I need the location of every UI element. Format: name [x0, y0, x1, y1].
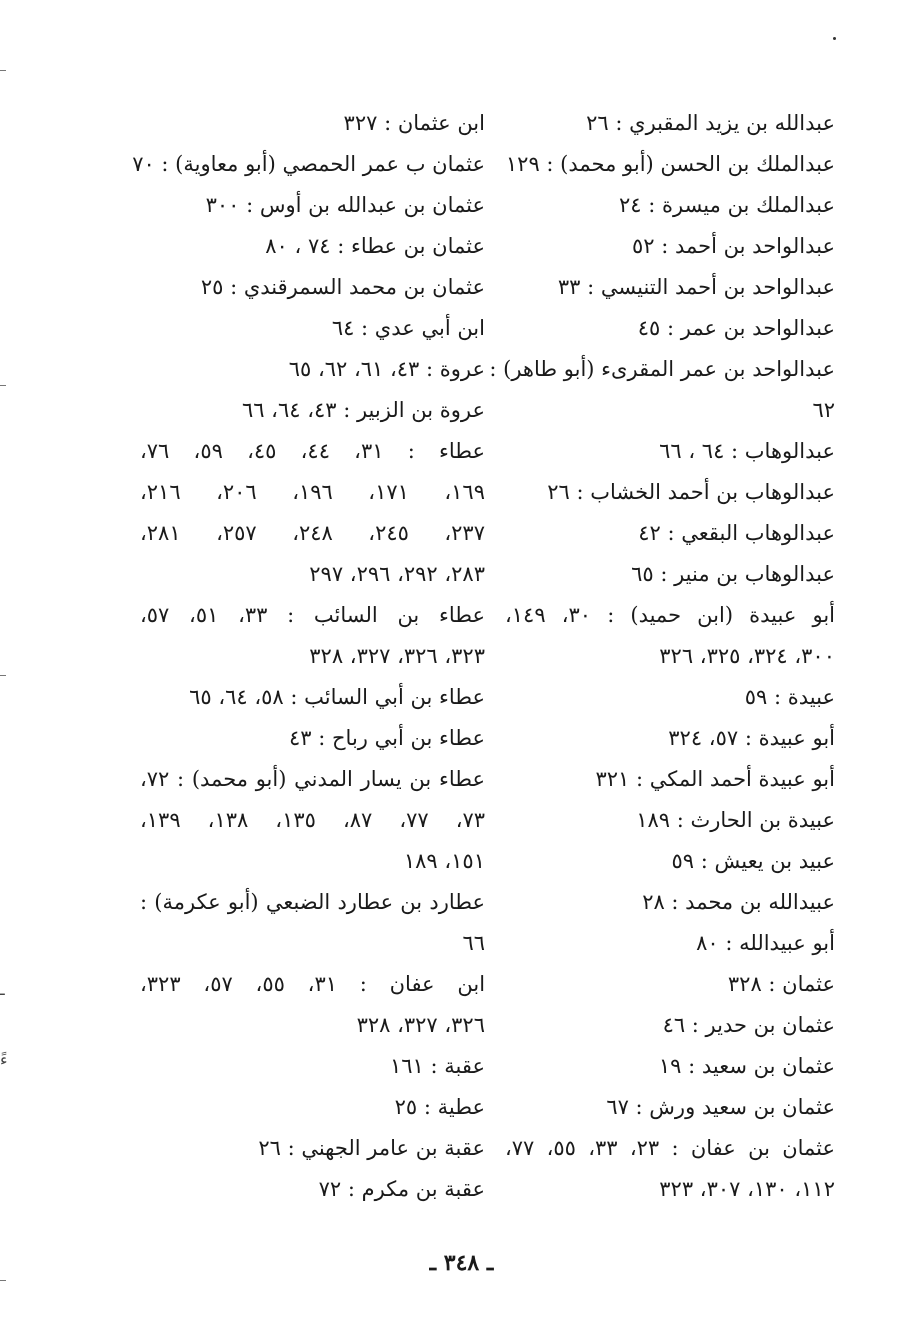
left-edge-mark — [0, 675, 6, 676]
index-entry: عثمان بن محمد السمرقندي : ٢٥ — [200, 275, 485, 299]
index-entry: أبو عبيدة أحمد المكي : ٣٢١ — [595, 767, 835, 791]
index-entry-continuation: ٣٢٦، ٣٢٧، ٣٢٨ — [356, 1013, 485, 1037]
index-entry-continuation: ٣٠٠، ٣٢٤، ٣٢٥، ٣٢٦ — [659, 644, 835, 668]
index-entry: عثمان بن عفان : ٢٣، ٣٣، ٥٥، ٧٧، — [505, 1136, 836, 1160]
index-entry: عبدالوهاب : ٦٤ ، ٦٦ — [659, 439, 835, 463]
index-entry: عبدالوهاب بن منير : ٦٥ — [631, 562, 835, 586]
index-entry: عطارد بن عطارد الضبعي (أبو عكرمة) : — [140, 890, 485, 914]
index-entry: عبيدالله بن محمد : ٢٨ — [642, 890, 835, 914]
index-entry: عطاء بن أبي السائب : ٥٨، ٦٤، ٦٥ — [189, 685, 485, 709]
index-entry: عبدالملك بن الحسن (أبو محمد) : ١٢٩ — [505, 152, 835, 176]
index-entry: عبدالملك بن ميسرة : ٢٤ — [619, 193, 835, 217]
index-entry-continuation: ٦٢ — [812, 398, 835, 422]
ink-dot — [833, 37, 836, 40]
index-entry: أبو عبيدة : ٥٧، ٣٢٤ — [668, 726, 835, 750]
index-entry-continuation: ٢٨٣، ٢٩٢، ٢٩٦، ٢٩٧ — [309, 562, 485, 586]
index-entry: ابن أبي عدي : ٦٤ — [331, 316, 485, 340]
index-entry: عبدالواحد بن أحمد التنيسي : ٣٣ — [557, 275, 835, 299]
index-entry: عثمان بن حدير : ٤٦ — [662, 1013, 835, 1037]
index-entry: عطاء بن يسار المدني (أبو محمد) : ٧٢، — [140, 767, 485, 791]
index-entry: عبدالواحد بن أحمد : ٥٢ — [632, 234, 835, 258]
index-entry-continuation: ٧٣، ٧٧، ٨٧، ١٣٥، ١٣٨، ١٣٩، — [140, 808, 486, 832]
index-entry: عقبة : ١٦١ — [389, 1054, 485, 1078]
index-entry: عروة : ٤٣، ٦١، ٦٢، ٦٥ — [288, 357, 485, 381]
left-edge-mark — [0, 1280, 6, 1281]
index-entry-continuation: ٦٦ — [462, 931, 485, 955]
index-entry: عبيدة : ٥٩ — [744, 685, 835, 709]
index-entry: عطاء بن السائب : ٣٣، ٥١، ٥٧، — [140, 603, 486, 627]
index-entry-continuation: ٢٣٧، ٢٤٥، ٢٤٨، ٢٥٧، ٢٨١، — [140, 521, 485, 545]
index-entry: عقبة بن عامر الجهني : ٢٦ — [258, 1136, 485, 1160]
index-entry: عروة بن الزبير : ٤٣، ٦٤، ٦٦ — [241, 398, 485, 422]
left-edge-mark — [0, 70, 6, 71]
index-column-left — [132, 103, 486, 1210]
index-entry: عثمان بن سعيد ورش : ٦٧ — [606, 1095, 835, 1119]
index-entry: عثمان بن عبدالله بن أوس : ٣٠٠ — [205, 193, 485, 217]
index-entry: عبيدة بن الحارث : ١٨٩ — [636, 808, 835, 832]
left-edge-mark — [0, 385, 6, 386]
index-entry: ابن عثمان : ٣٢٧ — [343, 111, 485, 135]
index-entry: عبدالواحد بن عمر : ٤٥ — [637, 316, 835, 340]
index-entry: عطية : ٢٥ — [394, 1095, 485, 1119]
left-edge-glyph: ءً — [0, 1050, 8, 1069]
index-entry: عبيد بن يعيش : ٥٩ — [671, 849, 835, 873]
page-number: ـ ٣٤٨ ـ — [429, 1250, 494, 1276]
index-entry-continuation: ٣٢٣، ٣٢٦، ٣٢٧، ٣٢٨ — [309, 644, 485, 668]
index-entry: عبدالله بن يزيد المقبري : ٢٦ — [586, 111, 835, 135]
index-entry: أبو عبيدة (ابن حميد) : ٣٠، ١٤٩، — [505, 603, 835, 627]
index-entry: عبدالوهاب البقعي : ٤٢ — [638, 521, 835, 545]
index-entry-continuation: ١٦٩، ١٧١، ١٩٦، ٢٠٦، ٢١٦، — [140, 480, 485, 504]
index-entry: عطاء بن أبي رباح : ٤٣ — [289, 726, 485, 750]
index-entry: عطاء : ٣١، ٤٤، ٤٥، ٥٩، ٧٦، — [140, 439, 486, 463]
index-entry: عثمان بن سعيد : ١٩ — [658, 1054, 835, 1078]
index-entry: عقبة بن مكرم : ٧٢ — [318, 1177, 485, 1201]
left-edge-glyph: ـ — [0, 980, 5, 999]
index-entry: عبدالواحد بن عمر المقرىء (أبو طاهر) : — [489, 357, 835, 381]
index-entry-continuation: ١١٢، ١٣٠، ٣٠٧، ٣٢٣ — [659, 1177, 835, 1201]
index-column-right — [489, 103, 836, 1210]
index-entry: عبدالوهاب بن أحمد الخشاب : ٢٦ — [547, 480, 835, 504]
index-entry: أبو عبيدالله : ٨٠ — [696, 931, 835, 955]
index-entry: عثمان : ٣٢٨ — [727, 972, 835, 996]
index-entry: عثمان بن عطاء : ٧٤ ، ٨٠ — [265, 234, 485, 258]
index-entry: ابن عفان : ٣١، ٥٥، ٥٧، ٣٢٣، — [140, 972, 486, 996]
index-entry: عثمان ب عمر الحمصي (أبو معاوية) : ٧٠ — [132, 152, 485, 176]
index-entry-continuation: ١٥١، ١٨٩ — [403, 849, 485, 873]
